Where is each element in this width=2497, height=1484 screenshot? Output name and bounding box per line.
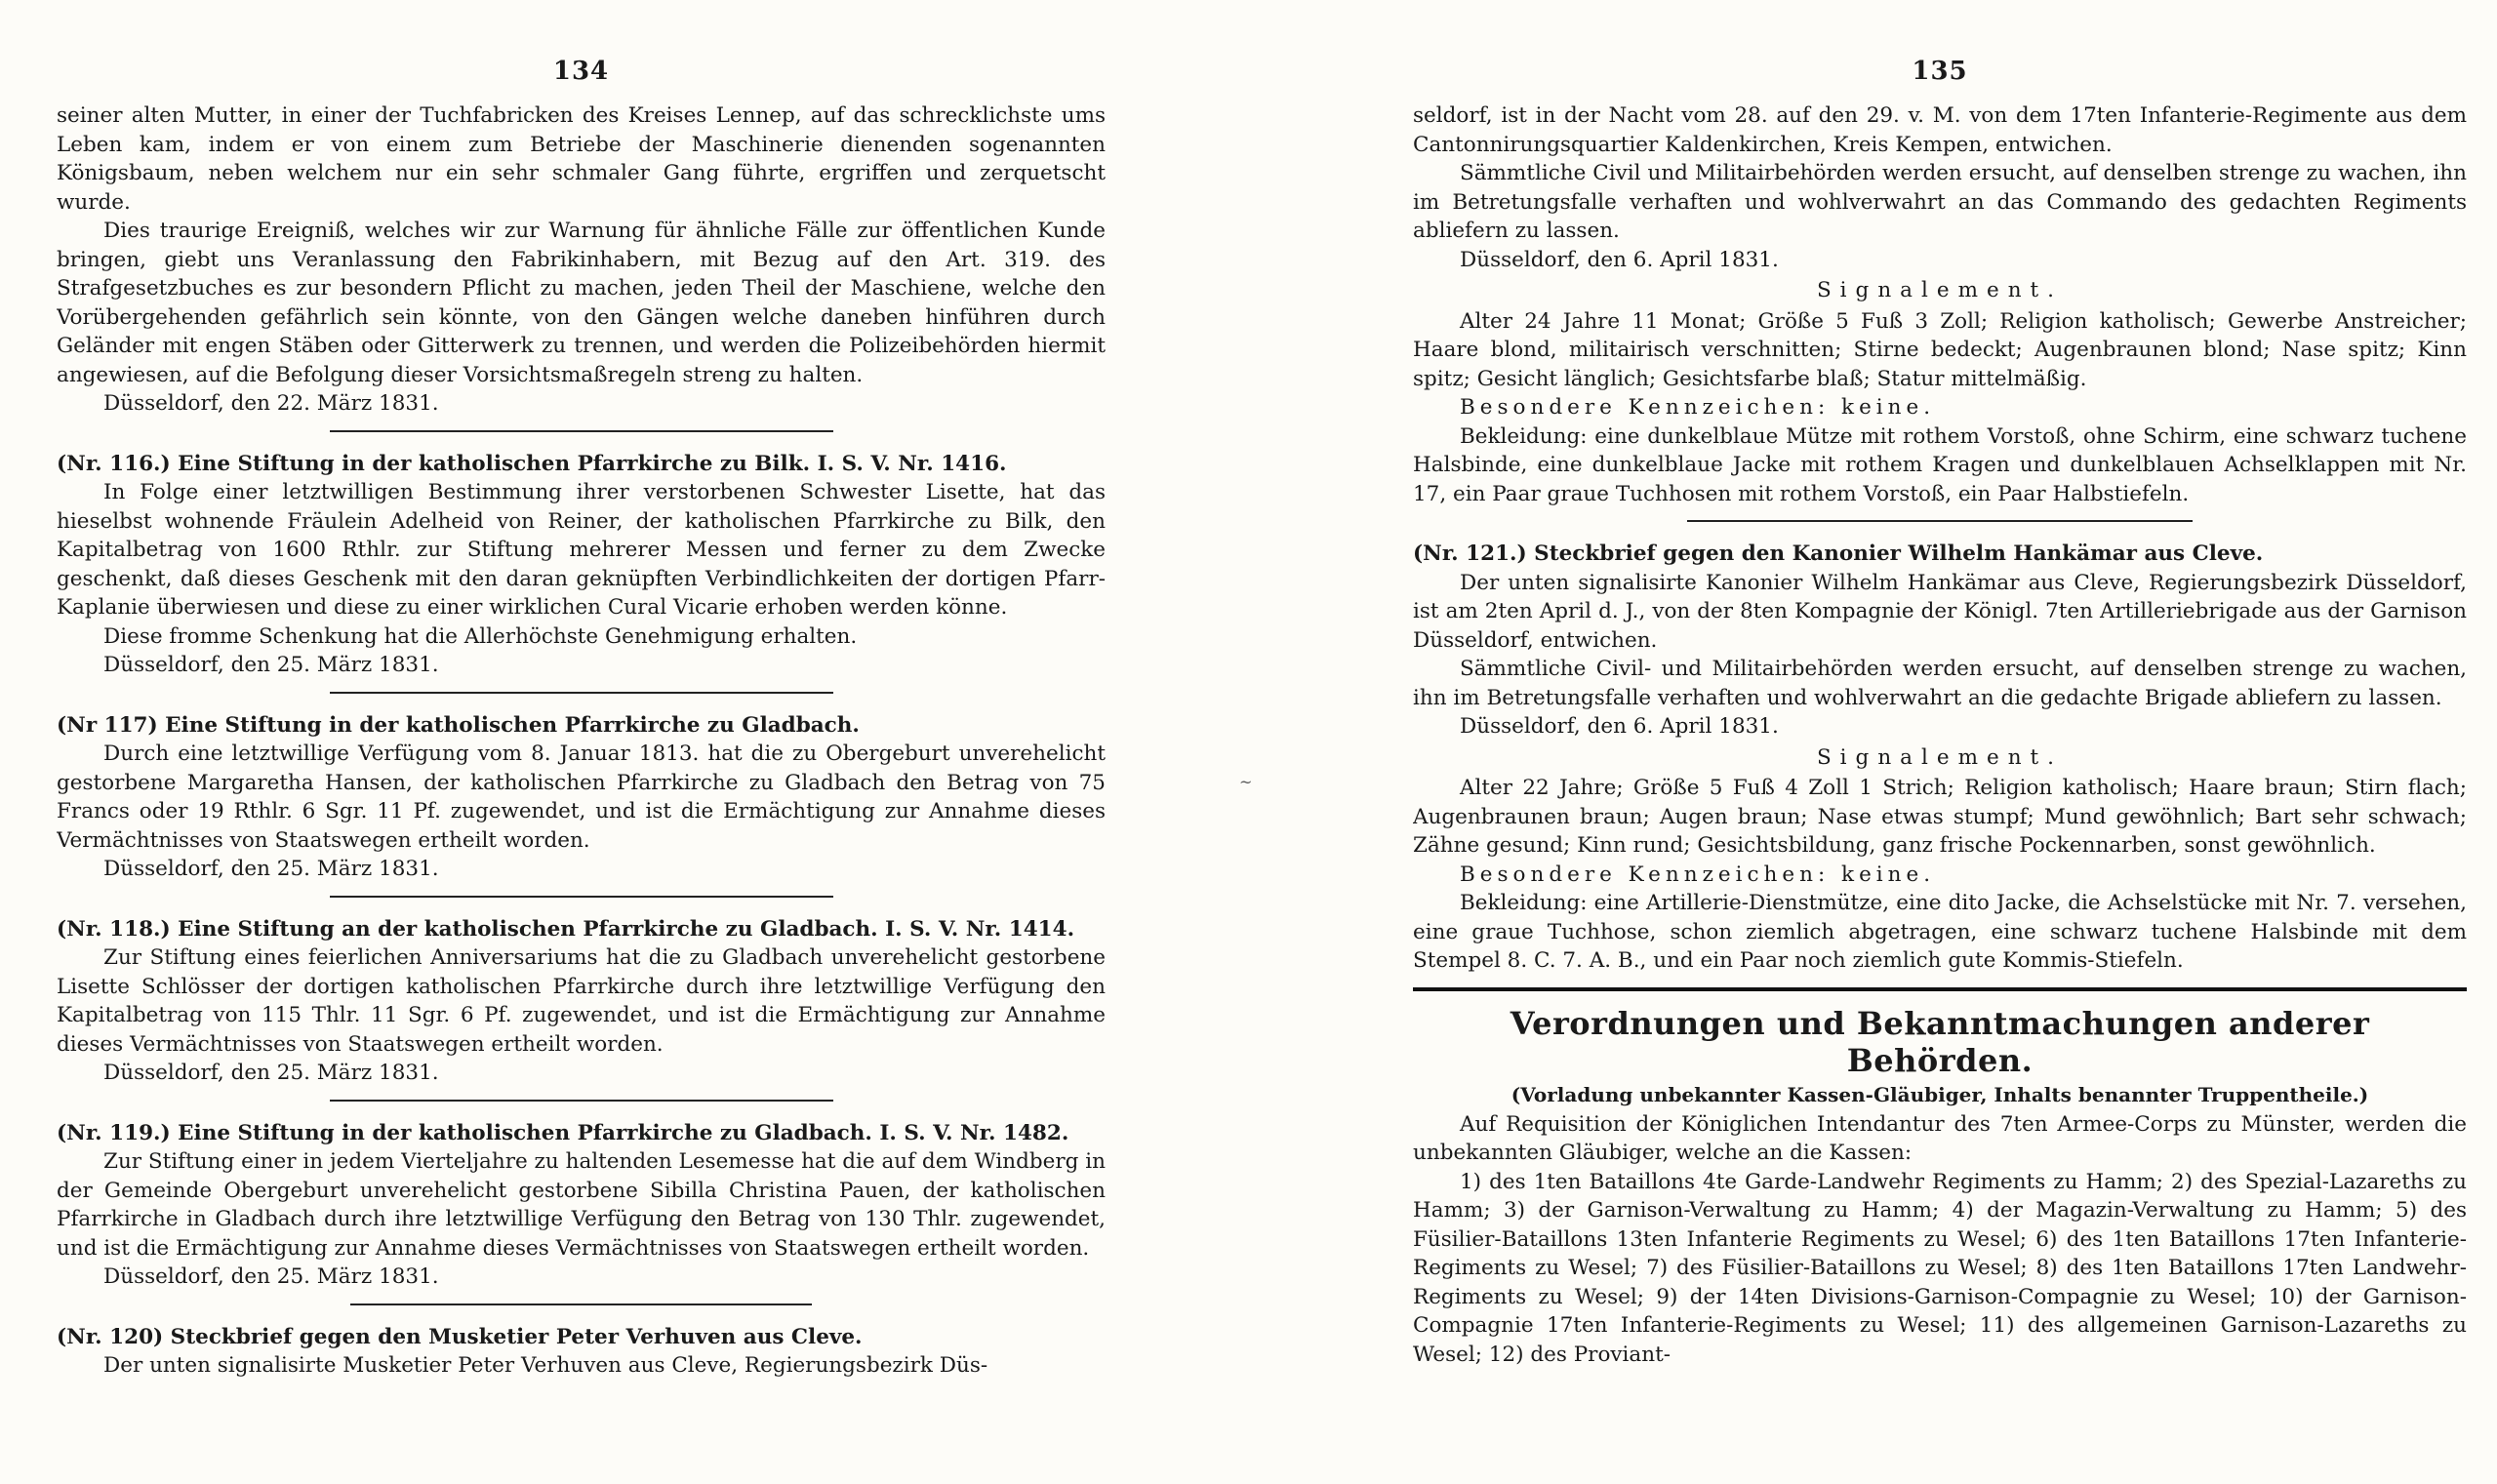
dateline: Düsseldorf, den 25. März 1831. [103, 857, 439, 881]
paragraph: Besondere Kennzeichen: keine. [1460, 395, 1936, 420]
entry-heading: (Nr. 118.) Eine Stiftung an der katholischen Pfarrkirche zu Gladbach. I. S. V. Nr. 1414. [57, 916, 1075, 942]
divider [1413, 987, 2467, 991]
dateline: Düsseldorf, den 22. März 1831. [103, 391, 439, 416]
paragraph: Der unten signalisirte Musketier Peter Verhuven aus Cleve, Regierungsbezirk Düs- [103, 1353, 988, 1378]
paragraph: Sämmtliche Civil und Militairbehörden werden ersucht, auf denselben strenge zu wachen, ihn im Betretungsfalle verhaften und wohlverwahrt an das Commando des gedachten Regiments abliefern zu lassen. [1413, 161, 2467, 243]
entry-heading: (Nr 117) Eine Stiftung in der katholischen Pfarrkirche zu Gladbach. [57, 712, 860, 738]
dateline: Düsseldorf, den 25. März 1831. [103, 1264, 439, 1289]
dateline: Düsseldorf, den 25. März 1831. [103, 1061, 439, 1085]
paragraph: Der unten signalisirte Kanonier Wilhelm Hankämar aus Cleve, Regierungsbezirk Düsseldorf, ist am 2ten April d. J., von der 8ten Kompagnie der Königl. 7ten Artilleriebrigade aus der Garnison Düsseldorf, entwichen. [1413, 570, 2467, 653]
paragraph: In Folge einer letztwilligen Bestimmung ihrer verstorbenen Schwester Lisette, hat das hieselbst wohnende Fräulein Adelheid von Reiner, der katholischen Pfarrkirche zu Bilk, den Kapitalbetrag von 1600 Rthlr. zur Stiftung mehrerer Messen und ferner zu dem Zwecke geschenkt, daß dieses Geschenk mit den daran geknüpften Verbindlichkeiten der dortigen Pfarr-Kaplanie überwiesen und diese zu einer wirklichen Cural Vicarie erhoben werden könne. [57, 480, 1106, 620]
dateline: Düsseldorf, den 25. März 1831. [103, 653, 439, 677]
page-number: 134 [552, 57, 610, 86]
dateline: Düsseldorf, den 6. April 1831. [1460, 247, 1779, 272]
signalement-heading: Signalement. [1816, 278, 2064, 302]
divider [1687, 520, 2193, 522]
section-heading: Verordnungen und Bekanntmachungen anderer Behörden. [1510, 1004, 2370, 1079]
paragraph: Bekleidung: eine Artillerie-Dienstmütze, eine dito Jacke, die Achselstücke mit Nr. 7. versehen, eine graue Tuchhose, schon ziemlich abgetragen, eine schwarz tuchene Halsbinde mit dem Stempel 8. C. 7. A. B., und ein Paar noch ziemlich gute Kommis-Stiefeln. [1413, 891, 2467, 973]
divider [330, 430, 833, 432]
left-page [57, 57, 1106, 1462]
divider [330, 692, 833, 694]
paragraph: Durch eine letztwillige Verfügung vom 8. Januar 1813. hat die zu Obergeburt unverehelicht gestorbene Margaretha Hansen, der katholischen Pfarrkirche zu Gladbach den Betrag von 75 Francs oder 19 Rthlr. 6 Sgr. 11 Pf. zugewendet, und ist die Ermächtigung zur Annahme dieses Vermächtnisses von Staatswegen ertheilt worden. [57, 742, 1106, 853]
paragraph: Zur Stiftung eines feierlichen Anniversariums hat die zu Gladbach unverehelicht gestorbene Lisette Schlösser der dortigen katholischen Pfarrkirche durch ihre letztwillige Verfügung den Kapitalbetrag von 115 Thlr. 11 Sgr. 6 Pf. zugewendet, und ist die Ermächtigung zur Annahme dieses Vermächtnisses von Staatswegen ertheilt worden. [57, 945, 1106, 1057]
paragraph: Besondere Kennzeichen: keine. [1460, 862, 1936, 887]
entry-heading: (Nr. 121.) Steckbrief gegen den Kanonier Wilhelm Hankämar aus Cleve. [1413, 541, 2264, 566]
paragraph: Sämmtliche Civil- und Militairbehörden werden ersucht, auf denselben strenge zu wachen, ihn im Betretungsfalle verhaften und wohlverwahrt an die gedachte Brigade abliefern zu lassen. [1413, 657, 2467, 710]
paragraph: Bekleidung: eine dunkelblaue Mütze mit rothem Vorstoß, ohne Schirm, eine schwarz tuchene Halsbinde, eine dunkelblaue Jacke mit rothem Kragen und dunkelblauen Achselklappen mit Nr. 17, ein Paar graue Tuchhosen mit rothem Vorstoß, ein Paar Halbstiefeln. [1413, 423, 2467, 506]
paragraph: Alter 24 Jahre 11 Monat; Größe 5 Fuß 3 Zoll; Religion katholisch; Gewerbe Anstreicher; Haare blond, militairisch verschnitten; Stirne bedeckt; Augenbraunen blond; Nase spitz; Kinn spitz; Gesicht länglich; Gesichtsfarbe blaß; Statur mittelmäßig. [1413, 308, 2467, 391]
section-subheading: (Vorladung unbekannter Kassen-Gläubiger, Inhalts benannter Truppentheile.) [1510, 1082, 2369, 1106]
dateline: Düsseldorf, den 6. April 1831. [1460, 714, 1779, 739]
paragraph: Diese fromme Schenkung hat die Allerhöchste Genehmigung erhalten. [103, 623, 858, 649]
right-page [1413, 57, 2467, 1462]
divider [350, 1304, 812, 1305]
entry-heading: (Nr. 120) Steckbrief gegen den Musketier Peter Verhuven aus Cleve. [57, 1324, 863, 1349]
paragraph: seldorf, ist in der Nacht vom 28. auf den 29. v. M. von dem 17ten Infanterie-Regimente aus dem Cantonnirungsquartier Kaldenkirchen, Kreis Kempen, entwichen. [1413, 103, 2467, 157]
page-number: 135 [1912, 57, 1968, 86]
paragraph: Zur Stiftung einer in jedem Vierteljahre zu haltenden Lesemesse hat die auf dem Windberg in der Gemeinde Obergeburt unverehelicht gestorbene Sibilla Christina Pauen, der katholischen Pfarrkirche in Gladbach durch ihre letztwillige Verfügung den Betrag von 130 Thlr. zugewendet, und ist die Ermächtigung zur Annahme dieses Vermächtnisses von Staatswegen ertheilt worden. [57, 1149, 1106, 1261]
divider [330, 1100, 833, 1102]
gutter-mark: ~ [1239, 773, 1253, 791]
signalement-heading: Signalement. [1816, 744, 2064, 770]
entry-heading: (Nr. 116.) Eine Stiftung in der katholischen Pfarrkirche zu Bilk. I. S. V. Nr. 1416. [57, 451, 1007, 476]
paragraph: seiner alten Mutter, in einer der Tuchfabricken des Kreises Lennep, auf das schrecklichste ums Leben kam, indem er von einem zum Betriebe der Maschinerie dienenden sogenannten Königsbaum, neben welchem nur ein sehr schmaler Gang führte, ergriffen und zerquetscht wurde. [57, 103, 1106, 215]
paragraph: Dies traurige Ereigniß, welches wir zur Warnung für ähnliche Fälle zur öffentlichen Kunde bringen, giebt uns Veranlassung den Fabrikinhabern, mit Bezug auf den Art. 319. des Strafgesetzbuches es zur besondern Pflicht zu machen, jeden Theil der Maschiene, welche den Vorübergehenden gefährlich sein könnte, von den Gängen welche daneben hinführen durch Geländer mit engen Stäben oder Gitterwerk zu trennen, und werden die Polizeibehörden hiermit angewiesen, auf die Befolgung dieser Vorsichtsmaßregeln streng zu halten. [57, 219, 1106, 387]
paragraph: Auf Requisition der Königlichen Intendantur des 7ten Armee-Corps zu Münster, werden die unbekannten Gläubiger, welche an die Kassen: [1413, 1111, 2467, 1165]
entry-heading: (Nr. 119.) Eine Stiftung in der katholischen Pfarrkirche zu Gladbach. I. S. V. Nr. 1482. [57, 1120, 1069, 1145]
paragraph: Alter 22 Jahre; Größe 5 Fuß 4 Zoll 1 Strich; Religion katholisch; Haare braun; Stirn flach; Augenbraunen braun; Augen braun; Nase etwas stumpf; Mund gewöhnlich; Bart sehr schwach; Zähne gesund; Kinn rund; Gesichtsbildung, ganz frische Pockennarben, sonst gewöhnlich. [1413, 776, 2467, 858]
paragraph: 1) des 1ten Bataillons 4te Garde-Landwehr Regiments zu Hamm; 2) des Spezial-Lazareths zu Hamm; 3) der Garnison-Verwaltung zu Hamm; 4) der Magazin-Verwaltung zu Hamm; 5) des Füsilier-Bataillons 13ten Infanterie Regiments zu Wesel; 6) des 1ten Bataillons 17ten Infanterie-Regiments zu Wesel; 7) des Füsilier-Bataillons zu Wesel; 8) des 1ten Bataillons 17ten Landwehr-Regiments zu Wesel; 9) der 14ten Divisions-Garnison-Compagnie zu Wesel; 10) der Garnison-Compagnie 17ten Infanterie-Regiments zu Wesel; 11) des allgemeinen Garnison-Lazareths zu Wesel; 12) des Proviant- [1413, 1169, 2467, 1367]
divider [330, 896, 833, 898]
